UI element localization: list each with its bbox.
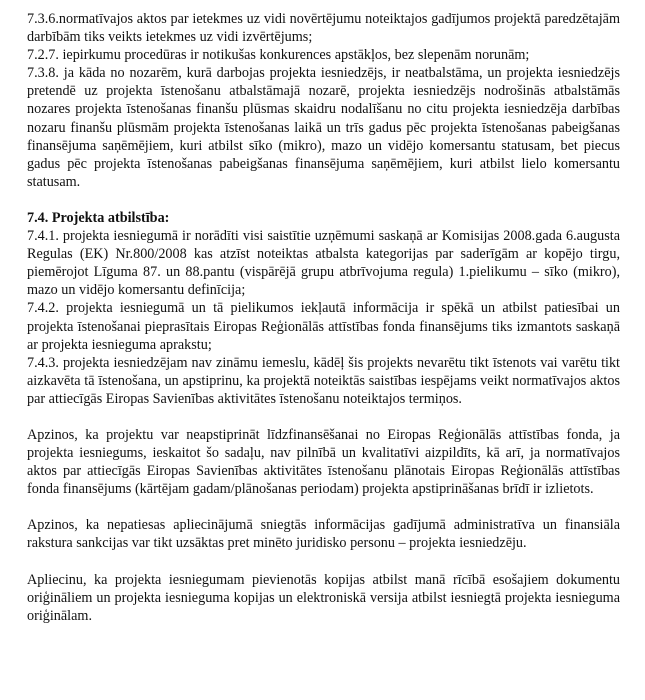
declaration-copies: Apliecinu, ka projekta iesniegumam pievienotās kopijas atbilst manā rīcībā esošajiem dokumentu oriģināliem un projekta iesnieguma kopijas un elektroniskā versija atbilst iesniegtā projekta iesnieguma oriģinālam.: [27, 571, 620, 624]
clause-7-4-2: 7.4.2. projekta iesniegumā un tā pielikumos iekļautā informācija ir spēkā un atbilst patiesībai un projekta īstenošanai pieprasītais Eiropas Reģionālās attīstības fonda finansējums tiks izmantots saskaņā ar projekta iesnieguma aprakstu;: [27, 300, 620, 353]
clause-7-2-7: 7.2.7. iepirkumu procedūras ir notikušas konkurences apstākļos, bez slepenām norunām;: [27, 47, 530, 64]
clause-7-3-6: 7.3.6.normatīvajos aktos par ietekmes uz vidi novērtējumu noteiktajos gadījumos projektā paredzētajām darbībām tiks veikts ietekmes uz vidi izvērtējums;: [27, 11, 620, 46]
declaration-sanctions: Apzinos, ka nepatiesas apliecinājumā sniegtās informācijas gadījumā administratīva un finansiāla rakstura sankcijas var tikt uzsāktas pret minēto juridisko personu – projekta iesniedzēju.: [27, 517, 620, 552]
clause-7-3-8: 7.3.8. ja kāda no nozarēm, kurā darbojas projekta iesniedzējs, ir neatbalstāma, un projekta iesniedzējs pretendē uz projekta īstenošanu atbalstāmajā nozarē, projekta iesniedzējs nodrošinās atbalstāmās nozares projekta īstenošanas finanšu plūsmas skaidru nodalīšanu no citu projekta iesniedzēja darbības nozaru finanšu plūsmām projekta īstenošanas laikā un trīs gadus pēc projekta īstenošanas pabeigšanas finansējuma saņēmējiem, kuri atbilst sīko (mikro), mazo un vidējo komersantu statusam, bet piecus gadus pēc projekta īstenošanas pabeigšanas finansējuma saņēmējiem, kuri atbilst lielo komersantu statusam.: [27, 65, 620, 190]
spacer: [27, 191, 620, 209]
clause-7-4-3: 7.4.3. projekta iesniedzējam nav zināmu iemeslu, kādēļ šis projekts nevarētu tikt īstenots vai varētu tikt aizkavēta tā īstenošana, un apstiprinu, ka projektā noteiktās saistības iespējams veikt normatīvajos aktos par attiecīgās Eiropas Savienības aktivitātes īstenošanu noteiktajos termiņos.: [27, 354, 620, 407]
section-heading-7-4: 7.4. Projekta atbilstība:: [27, 209, 170, 226]
spacer: [27, 408, 620, 426]
clause-7-4-1: 7.4.1. projekta iesniegumā ir norādīti visi saistītie uzņēmumi saskaņā ar Komisijas 2008.gada 6.augusta Regulas (EK) Nr.800/2008 kas atzīst noteiktas atbalsta kategorijas par saderīgām ar kopējo tirgu, piemērojot Līguma 87. un 88.pantu (vispārējā grupu atbrīvojuma regula) 1.pielikumu – sīko (mikro), mazo un vidējo komersantu definīcija;: [27, 228, 620, 299]
spacer: [27, 498, 620, 516]
document-page: [27, 10, 620, 625]
declaration-cofinancing: Apzinos, ka projektu var neapstiprināt līdzfinansēšanai no Eiropas Reģionālās attīstības fonda, ja projekta iesniegums, ieskaitot šo sadaļu, nav pilnībā un kvalitatīvi aizpildīts, kā arī, ja normatīvajos aktos par attiecīgās Eiropas Savienības aktivitātes īstenošanu plānotais Eiropas Reģionālās attīstības fonda finansējums (kārtējam gadam/plānošanas periodam) projekta apstiprināšanas brīdī ir izlietots.: [27, 426, 620, 498]
spacer: [27, 553, 620, 571]
